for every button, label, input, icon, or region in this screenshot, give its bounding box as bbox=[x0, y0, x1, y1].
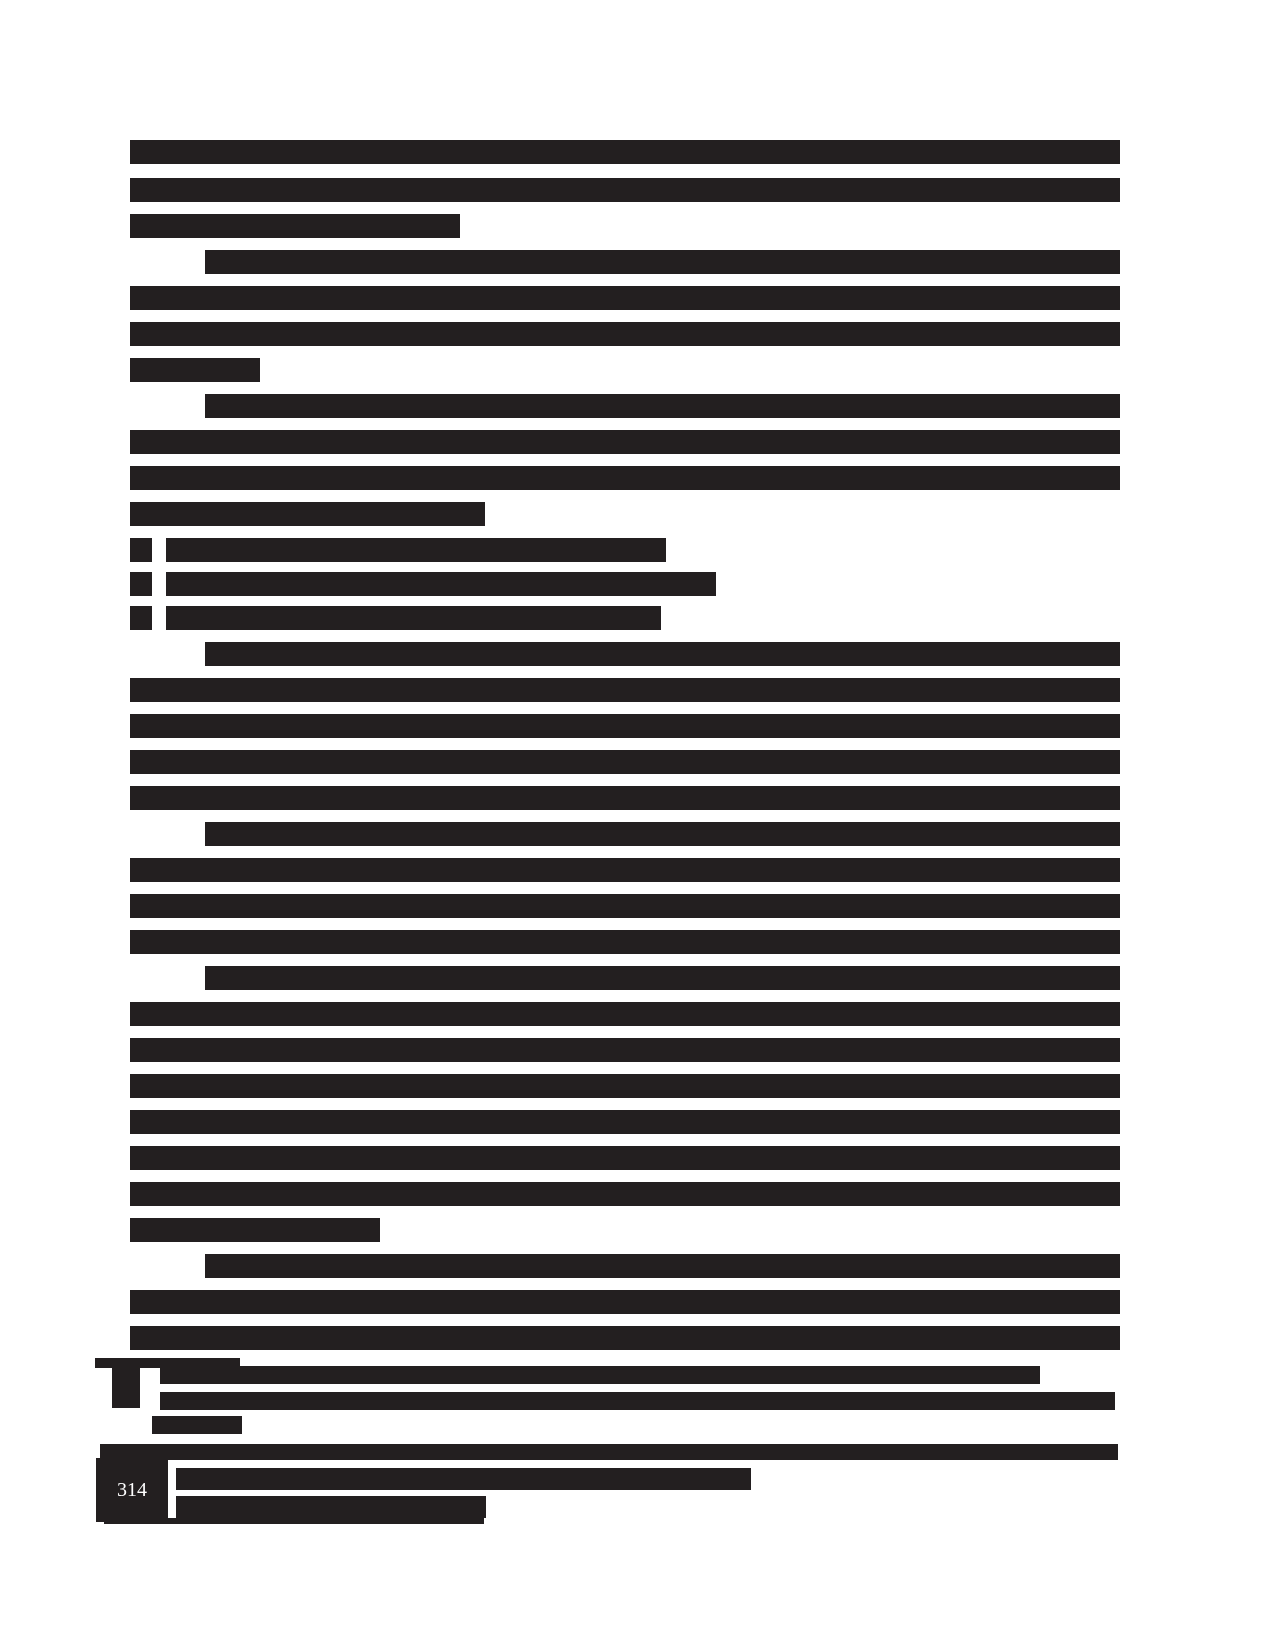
redacted-text-line bbox=[205, 1254, 1120, 1278]
redacted-text-line bbox=[130, 502, 485, 526]
footer-rule bbox=[100, 1444, 1118, 1460]
redacted-text-line bbox=[130, 786, 1120, 810]
redacted-text-line bbox=[130, 214, 460, 238]
redacted-text-line bbox=[130, 1218, 380, 1242]
running-title-redacted bbox=[176, 1468, 751, 1490]
redacted-text-line bbox=[130, 430, 1120, 454]
redacted-text-line bbox=[130, 466, 1120, 490]
redacted-text-line bbox=[130, 1110, 1120, 1134]
redacted-text-line bbox=[205, 642, 1120, 666]
footnote-redacted-line bbox=[160, 1392, 1115, 1410]
redacted-text-line bbox=[130, 178, 1120, 202]
footer-base-rule bbox=[104, 1518, 484, 1524]
redacted-text-line bbox=[130, 1038, 1120, 1062]
redacted-text-line bbox=[130, 140, 1120, 164]
redacted-text-line bbox=[130, 1074, 1120, 1098]
list-item-marker bbox=[130, 538, 152, 562]
redacted-text-line bbox=[205, 394, 1120, 418]
redacted-text-line bbox=[130, 930, 1120, 954]
list-item-marker bbox=[130, 606, 152, 630]
list-item-redacted bbox=[166, 538, 666, 562]
redacted-text-line bbox=[130, 1182, 1120, 1206]
redacted-text-line bbox=[130, 1290, 1120, 1314]
redacted-text-line bbox=[130, 714, 1120, 738]
redacted-text-line bbox=[130, 1002, 1120, 1026]
running-title-redacted bbox=[176, 1496, 486, 1518]
footnote-redacted-line bbox=[152, 1416, 242, 1434]
list-item-marker bbox=[130, 572, 152, 596]
redacted-text-line bbox=[130, 678, 1120, 702]
redacted-text-line bbox=[130, 894, 1120, 918]
redacted-text-line bbox=[130, 1146, 1120, 1170]
redacted-text-line bbox=[130, 322, 1120, 346]
page-number-box bbox=[96, 1458, 168, 1522]
redacted-text-line bbox=[130, 750, 1120, 774]
list-item-redacted bbox=[166, 572, 716, 596]
redacted-text-line bbox=[205, 966, 1120, 990]
list-item-redacted bbox=[166, 606, 661, 630]
redacted-text-line bbox=[205, 822, 1120, 846]
redacted-text-line bbox=[130, 358, 260, 382]
redacted-text-line bbox=[130, 858, 1120, 882]
redacted-text-line bbox=[130, 286, 1120, 310]
footnote-number bbox=[112, 1368, 140, 1408]
page-number: 314 bbox=[117, 1478, 147, 1501]
redacted-text-line bbox=[130, 1326, 1120, 1350]
redacted-text-line bbox=[205, 250, 1120, 274]
footnote-redacted-line bbox=[160, 1366, 1040, 1384]
